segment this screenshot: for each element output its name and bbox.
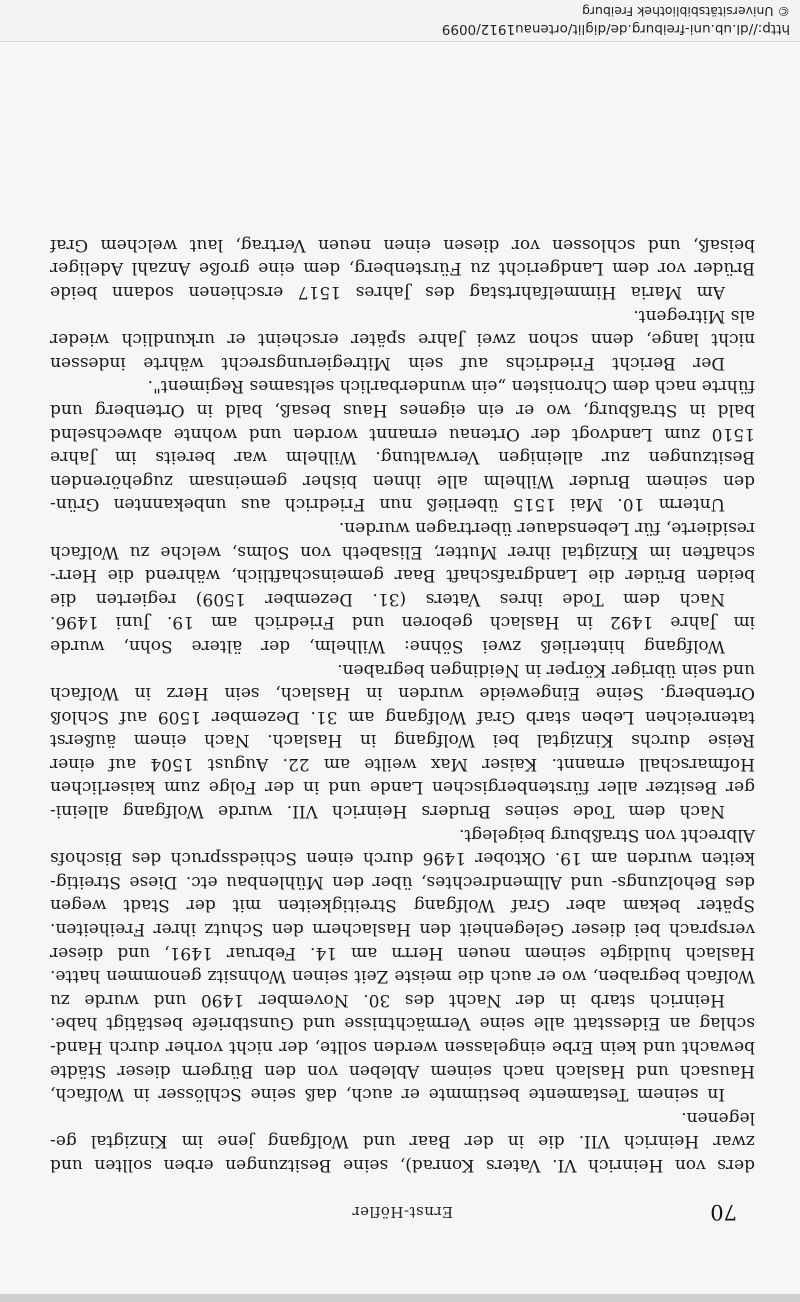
- text-line: Später bekam aber Graf Wolfgang Streitigkeiten mit der Stadt wegen: [50, 895, 755, 916]
- text-line: im Jahre 1492 in Haslach geboren und Friedrich am 19. Juni 1496.: [50, 612, 755, 633]
- text-line: Brüder vor dem Landgericht zu Fürstenberg, dem eine große Anzahl Adeliger: [50, 258, 755, 279]
- text-line: beiden Brüder die Landgrafschaft Baar gemeinschaftlich, während die Herr-: [50, 565, 755, 586]
- text-line: Nach dem Tode ihres Vaters (31. Dezember 1509) regierten die: [50, 588, 725, 609]
- text-line: Ortenberg. Seine Eingeweide wurden in Haslach, sein Herz in Wolfach: [50, 683, 755, 704]
- running-head: Ernst-Höfler: [351, 1203, 454, 1221]
- footer-copyright: © Universitätsbibliothek Freiburg: [582, 4, 790, 19]
- text-line: residierte, für Lebensdauer übertragen wurden.: [338, 517, 755, 538]
- text-line: führte nach dem Chronisten „ein wunderbarlich seltsames Regiment".: [147, 376, 755, 397]
- text-line: bewacht und kein Erbe eingelassen werden sollte, der nicht vorher durch Hand-: [50, 1037, 755, 1058]
- page-edge: [0, 1294, 800, 1302]
- body-text: [50, 232, 755, 1176]
- text-line: den seinem Bruder Wilhelm alle ihnen bisher gemeinsam zugehörenden: [50, 470, 755, 491]
- text-line: Besitzungen zur alleinigen Verwaltung. Wilhelm war bereits im Jahre: [50, 447, 755, 468]
- text-line: schlag an Eidesstatt alle seine Vermächtnisse und Gunstbriefe bestätigt habe.: [50, 1013, 755, 1034]
- text-line: schaften im Kinzigtal ihrer Mutter, Elisabeth von Solms, welche zu Wolfach: [50, 541, 755, 562]
- text-line: ger Besitzer aller fürstenbergischen Lande und in der Folge zum kaiserlichen: [50, 777, 755, 798]
- text-line: als Mitregent.: [633, 305, 755, 326]
- text-line: Am Maria Himmelfahrtstag des Jahres 1517 erschienen sodann beide: [50, 282, 725, 303]
- text-line: ders von Heinrich VI. Vaters Konrad), seine Besitzungen erben sollten und: [50, 1155, 755, 1175]
- text-line: In seinem Testamente bestimmte er auch, daß seine Schlösser in Wolfach,: [50, 1084, 725, 1105]
- text-line: legenen.: [681, 1107, 755, 1128]
- text-line: und sein übriger Körper in Neidingen begraben.: [337, 659, 755, 680]
- text-line: bald in Straßburg, wo er ein eigenes Haus besaß, bald in Ortenberg und: [50, 400, 755, 420]
- text-line: Albrecht von Straßburg beigelegt.: [459, 824, 755, 845]
- text-line: Unterm 10. Mai 1515 überließ nun Friedrich aus unbekannten Grün-: [50, 494, 725, 515]
- text-line: Hofmarschall ernannt. Kaiser Max weilte am 22. August 1504 auf einer: [50, 753, 755, 774]
- text-line: Heinrich starb in der Nacht des 30. November 1490 und wurde zu: [50, 989, 725, 1010]
- footer-url-link[interactable]: http://dl.ub.uni-freiburg.de/diglit/ortenau1912/0099: [441, 21, 790, 37]
- text-line: 1510 zum Landvogt der Ortenau ernannt worden und wohnte abwechselnd: [50, 423, 755, 444]
- text-line: des Beholzungs- und Allmendrechtes, über den Mühlenbau etc. Diese Streitig-: [50, 871, 755, 892]
- text-line: versprach bei dieser Gelegenheit den Haslachern den Schutz ihrer Freiheiten.: [50, 919, 755, 940]
- text-line: Wolfgang hinterließ zwei Söhne: Wilhelm, der ältere Sohn, wurde: [50, 635, 725, 656]
- text-line: zwar Heinrich VII. die in der Baar und Wolfgang jene im Kinzigtal ge-: [50, 1131, 755, 1152]
- text-line: Hausach und Haslach nach seinem Ableben von den Bürgern dieser Städte: [50, 1060, 755, 1081]
- page-number: 70: [710, 1200, 737, 1224]
- text-line: Wolfach begraben, wo er auch die meiste Zeit seinen Wohnsitz genommen hatte.: [50, 966, 755, 987]
- page-header: [50, 1194, 755, 1224]
- text-line: Nach dem Tode seines Bruders Heinrich VII. wurde Wolfgang alleini-: [50, 801, 725, 822]
- text-line: keiten wurden am 19. Oktober 1496 durch einen Schiedsspruch des Bischofs: [50, 848, 755, 869]
- text-line: Haslach huldigte seinem neuen Herrn am 14. Februar 1491, und dieser: [50, 942, 755, 963]
- text-line: Reise durchs Kinzigtal bei Wolfgang in Haslach. Nach einem äußerst: [50, 730, 755, 751]
- footer-bar: [0, 0, 800, 42]
- text-line: Der Bericht Friedrichs auf sein Mitregierungsrecht währte indessen: [50, 352, 725, 373]
- text-line: nicht lange, denn schon zwei Jahre später erscheint er urkundlich wieder: [50, 329, 755, 350]
- text-line: tatenreichen Leben starb Graf Wolfgang am 31. Dezember 1509 auf Schloß: [50, 706, 755, 727]
- text-line: beisaß, und schlossen vor diesen einen neuen Vertrag, laut welchem Graf: [50, 234, 755, 255]
